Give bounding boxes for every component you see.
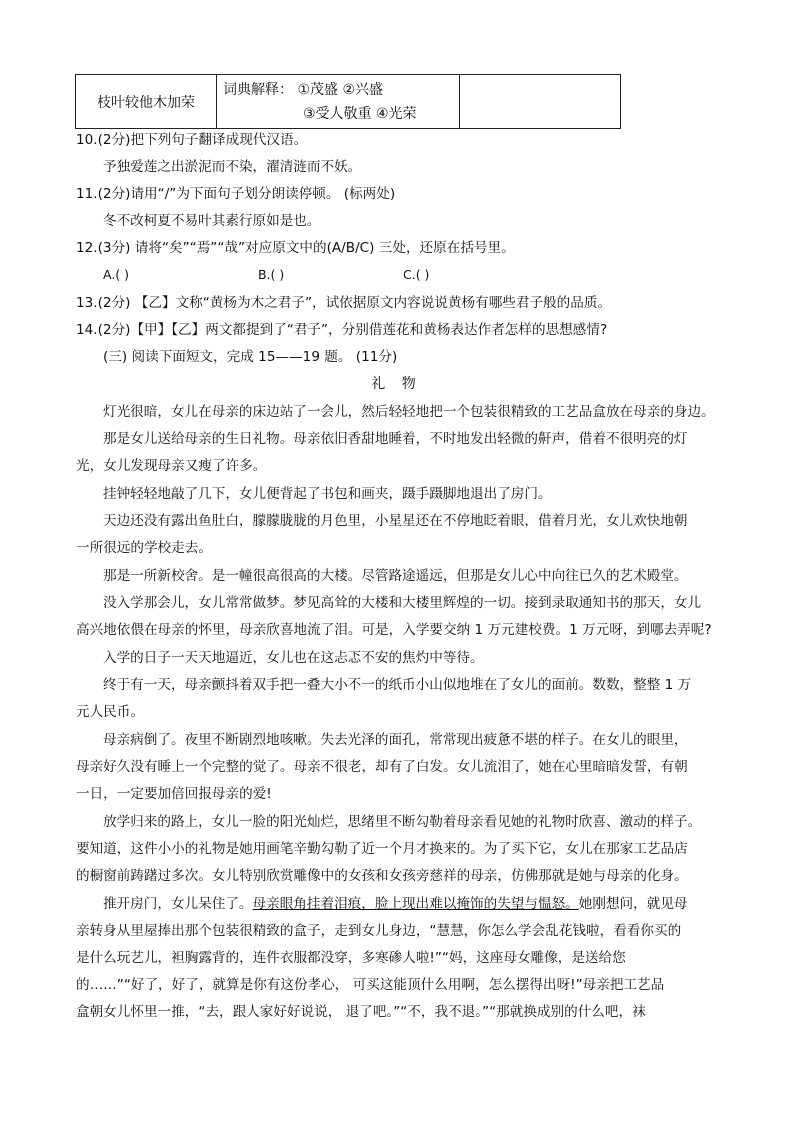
passage-line: 终于有一天，母亲颤抖着双手把一叠大小不一的纸币小山似地堆在了女儿的面前。数数，整整 1 万	[103, 677, 692, 693]
passage-text: 推开房门，女儿呆住了。	[103, 896, 253, 912]
passage-line: 母亲病倒了。夜里不断剧烈地咳嗽。失去光泽的面孔，常常现出疲惫不堪的样子。在女儿的眼里，	[103, 732, 688, 748]
passage-line	[103, 894, 688, 914]
passage-line: 的……”“好了，好了，就算是你有这份孝心， 可买这能顶什么用啊，怎么摆得出呀!”母亲把工艺品	[76, 977, 665, 993]
passage-line: 天边还没有露出鱼肚白，朦朦胧胧的月色里，小星星还在不停地眨着眼，借着月光，女儿欢快地朝	[103, 513, 688, 529]
passage-line: 的橱窗前踌躇过多次。女儿特别欣赏雕像中的女孩和女孩旁慈祥的母亲，仿佛那就是她与母亲的化身。	[76, 868, 688, 884]
section-three-heading: (三) 阅读下面短文，完成 15——19 题。 (11分)	[103, 349, 398, 365]
passage-text: 她刚想问，就见母	[578, 896, 688, 912]
definition-cell	[217, 75, 460, 129]
passage-title: 礼 物	[371, 376, 422, 392]
passage-line: 一日，一定要加倍回报母亲的爱!	[76, 786, 272, 802]
question-10: 10.(2分)把下列句子翻译成现代汉语。	[76, 132, 308, 148]
definition-line: 词典解释： ①茂盛 ②兴盛	[223, 81, 384, 98]
passage-line: 盒朝女儿怀里一推，“去，跟人家好好说说， 退了吧。”“不，我不退。”“那就换成别的什么吧，袜	[76, 1004, 646, 1020]
definition-line: ③受人敬重 ④光荣	[303, 105, 417, 122]
passage-line: 那是一所新校舍。是一幢很高很高的大楼。尽管路途遥远，但那是女儿心中向往已久的艺术殿堂。	[103, 568, 688, 584]
answer-cell	[460, 75, 621, 129]
passage-line: 放学归来的路上，女儿一脸的阳光灿烂，思绪里不断勾勒着母亲看见她的礼物时欣喜、激动的样子。	[103, 814, 702, 830]
passage-line: 元人民币。	[76, 704, 144, 720]
passage-line: 没入学那会儿，女儿常常做梦。梦见高耸的大楼和大楼里辉煌的一切。接到录取通知书的那天，女儿	[103, 595, 702, 611]
passage-line: 母亲好久没有睡上一个完整的觉了。母亲不很老，却有了白发。女儿流泪了，她在心里暗暗发誓，有朝	[76, 759, 688, 775]
question-13: 13.(2分) 【乙】文称“黄杨为木之君子”，试依据原文内容说说黄杨有哪些君子般的品质。	[76, 295, 612, 311]
question-12: 12.(3分) 请将“矣”“焉”“哉”对应原文中的(A/B/C) 三处，还原在括号里。	[76, 240, 515, 256]
passage-line: 挂钟轻轻地敲了几下，女儿便背起了书包和画夹，蹑手蹑脚地退出了房门。	[103, 486, 552, 502]
passage-line: 灯光很暗，女儿在母亲的床边站了一会儿，然后轻轻地把一个包装很精致的工艺品盒放在母亲的身边。	[103, 404, 715, 420]
passage-line: 亲转身从里屋捧出那个包装很精致的盒子，走到女儿身边，“慧慧，你怎么学会乱花钱啦，看看你买的	[76, 923, 682, 939]
term-cell: 枝叶较他木加荣	[76, 75, 217, 129]
option-b: B.( )	[258, 267, 285, 282]
question-11-text: 冬不改柯夏不易叶其素行原如是也。	[103, 213, 321, 229]
question-10-text: 予独爱莲之出淤泥而不染，濯清涟而不妖。	[103, 159, 362, 175]
passage-line: 一所很远的学校走去。	[76, 540, 212, 556]
option-c: C.( )	[403, 267, 430, 282]
passage-line: 要知道，这件小小的礼物是她用画笔辛勤勾勒了近一个月才换来的。为了买下它，女儿在那家工艺品店	[76, 841, 688, 857]
table-row	[76, 75, 621, 129]
question-14: 14.(2分)【甲】【乙】两文都提到了“君子”，分别借莲花和黄杨表达作者怎样的思想感情?	[76, 322, 608, 338]
underlined-sentence: 母亲眼角挂着泪痕，脸上现出难以掩饰的失望与愠怒。	[252, 896, 579, 912]
passage-line: 光，女儿发现母亲又瘦了许多。	[76, 458, 267, 474]
passage-line: 那是女儿送给母亲的生日礼物。母亲依旧香甜地睡着，不时地发出轻微的鼾声，借着不很明亮的灯	[103, 431, 688, 447]
passage-line: 入学的日子一天天地逼近，女儿也在这忐忑不安的焦灼中等待。	[103, 650, 484, 666]
question-11: 11.(2分)请用“/”为下面句子划分朗读停顿。 (标两处)	[76, 186, 396, 202]
dictionary-table	[75, 74, 621, 129]
passage-line: 高兴地依偎在母亲的怀里，母亲欣喜地流了泪。可是，入学要交纳 1 万元建校费。1 万元呀，到哪去弄呢?	[76, 622, 712, 638]
passage-line: 是什么玩艺儿，袒胸露背的，连件衣服都没穿，多寒碜人啦!”“妈，这座母女雕像，是送给您	[76, 950, 626, 966]
option-a: A.( )	[103, 267, 130, 282]
